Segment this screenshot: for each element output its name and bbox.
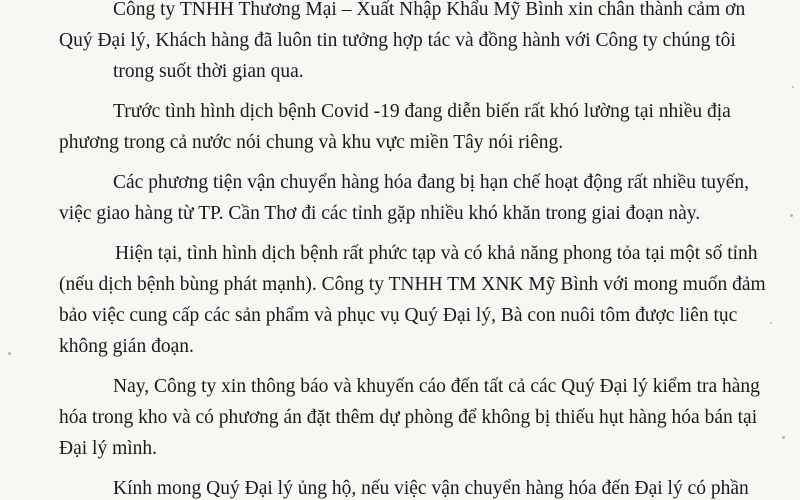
paragraph-line: Đại lý mình.	[59, 438, 158, 459]
paragraph-transport	[59, 167, 759, 229]
paragraph-covid-situation	[59, 96, 759, 158]
scan-speck	[790, 214, 793, 217]
scan-speck	[770, 322, 772, 324]
paragraph-line: việc giao hàng từ TP. Cần Thơ đi các tỉnh gặp nhiều khó khăn trong giai đoạn này.	[59, 203, 701, 224]
paragraph-line: Kính mong Quý Đại lý ủng hộ, nếu việc vận chuyển hàng hóa đến Đại lý có phần	[113, 478, 749, 499]
paragraph-current-status	[59, 238, 766, 362]
paragraph-line: hóa trong kho và có phương án đặt thêm dự phòng để không bị thiếu hụt hàng hóa bán tại	[59, 407, 758, 428]
paragraph-line: (nếu dịch bệnh bùng phát mạnh). Công ty TNHH TM XNK Mỹ Bình với mong muốn đảm	[59, 274, 766, 295]
letter-body	[59, 0, 766, 500]
scan-speck	[782, 436, 785, 439]
paragraph-line: Trước tình hình dịch bệnh Covid -19 đang diễn biến rất khó lường tại nhiều địa	[113, 101, 731, 122]
paragraph-line: Công ty TNHH Thương Mại – Xuất Nhập Khẩu Mỹ Bình xin chân thành cảm ơn	[113, 0, 746, 20]
paragraph-request	[59, 473, 759, 500]
paragraph-line: bảo việc cung cấp các sản phẩm và phục vụ Quý Đại lý, Bà con nuôi tôm được liên tục	[59, 305, 738, 326]
paragraph-line: phương trong cả nước nói chung và khu vực miền Tây nói riêng.	[59, 132, 564, 153]
paragraph-thanks	[59, 0, 759, 87]
paragraph-line: không gián đoạn.	[59, 336, 194, 357]
paragraph-line: Các phương tiện vận chuyển hàng hóa đang bị hạn chế hoạt động rất nhiều tuyến,	[113, 172, 750, 193]
scan-speck	[792, 86, 794, 88]
paragraph-notice	[59, 371, 759, 464]
scan-speck	[8, 352, 11, 355]
paragraph-line: trong suốt thời gian qua.	[113, 61, 304, 82]
paragraph-line: Quý Đại lý, Khách hàng đã luôn tin tưởng hợp tác và đồng hành với Công ty chúng tôi	[59, 30, 736, 51]
paragraph-line: Nay, Công ty xin thông báo và khuyến cáo đến tất cả các Quý Đại lý kiểm tra hàng	[113, 376, 760, 397]
paragraph-line: Hiện tại, tình hình dịch bệnh rất phức tạp và có khả năng phong tỏa tại một số tỉnh	[115, 243, 758, 264]
